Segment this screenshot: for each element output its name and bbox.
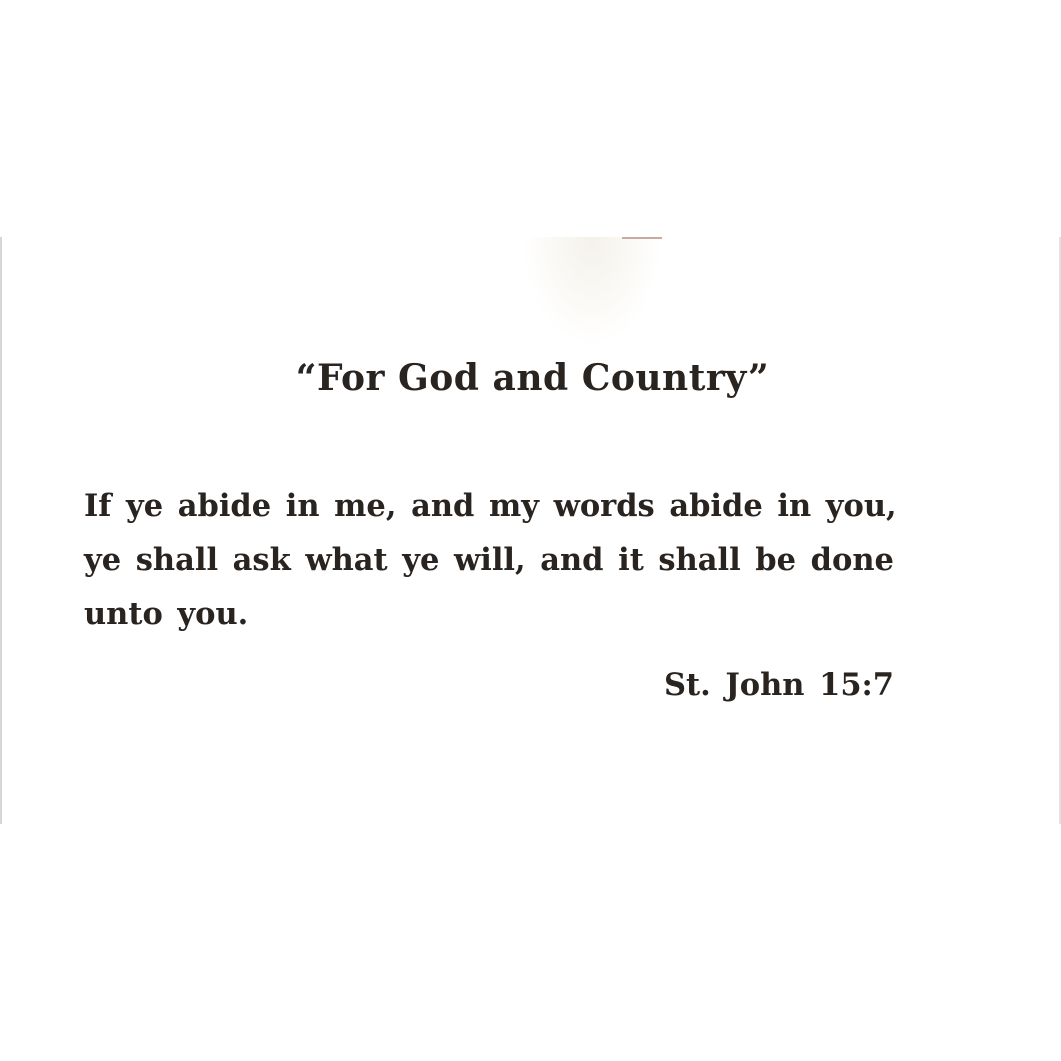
verse-citation: St. John 15:7 — [664, 667, 895, 703]
card-edge-mark — [622, 237, 662, 239]
verse-text — [84, 479, 989, 641]
card-title: “For God and Country” — [295, 357, 770, 399]
verse-line-1: If ye abide in me, and my words abide in you, — [84, 488, 897, 524]
verse-line-3: unto you. — [84, 596, 249, 632]
scripture-card — [0, 237, 1061, 824]
verse-line-2: ye shall ask what ye will, and it shall be done — [84, 542, 894, 578]
card-discoloration — [522, 237, 662, 347]
